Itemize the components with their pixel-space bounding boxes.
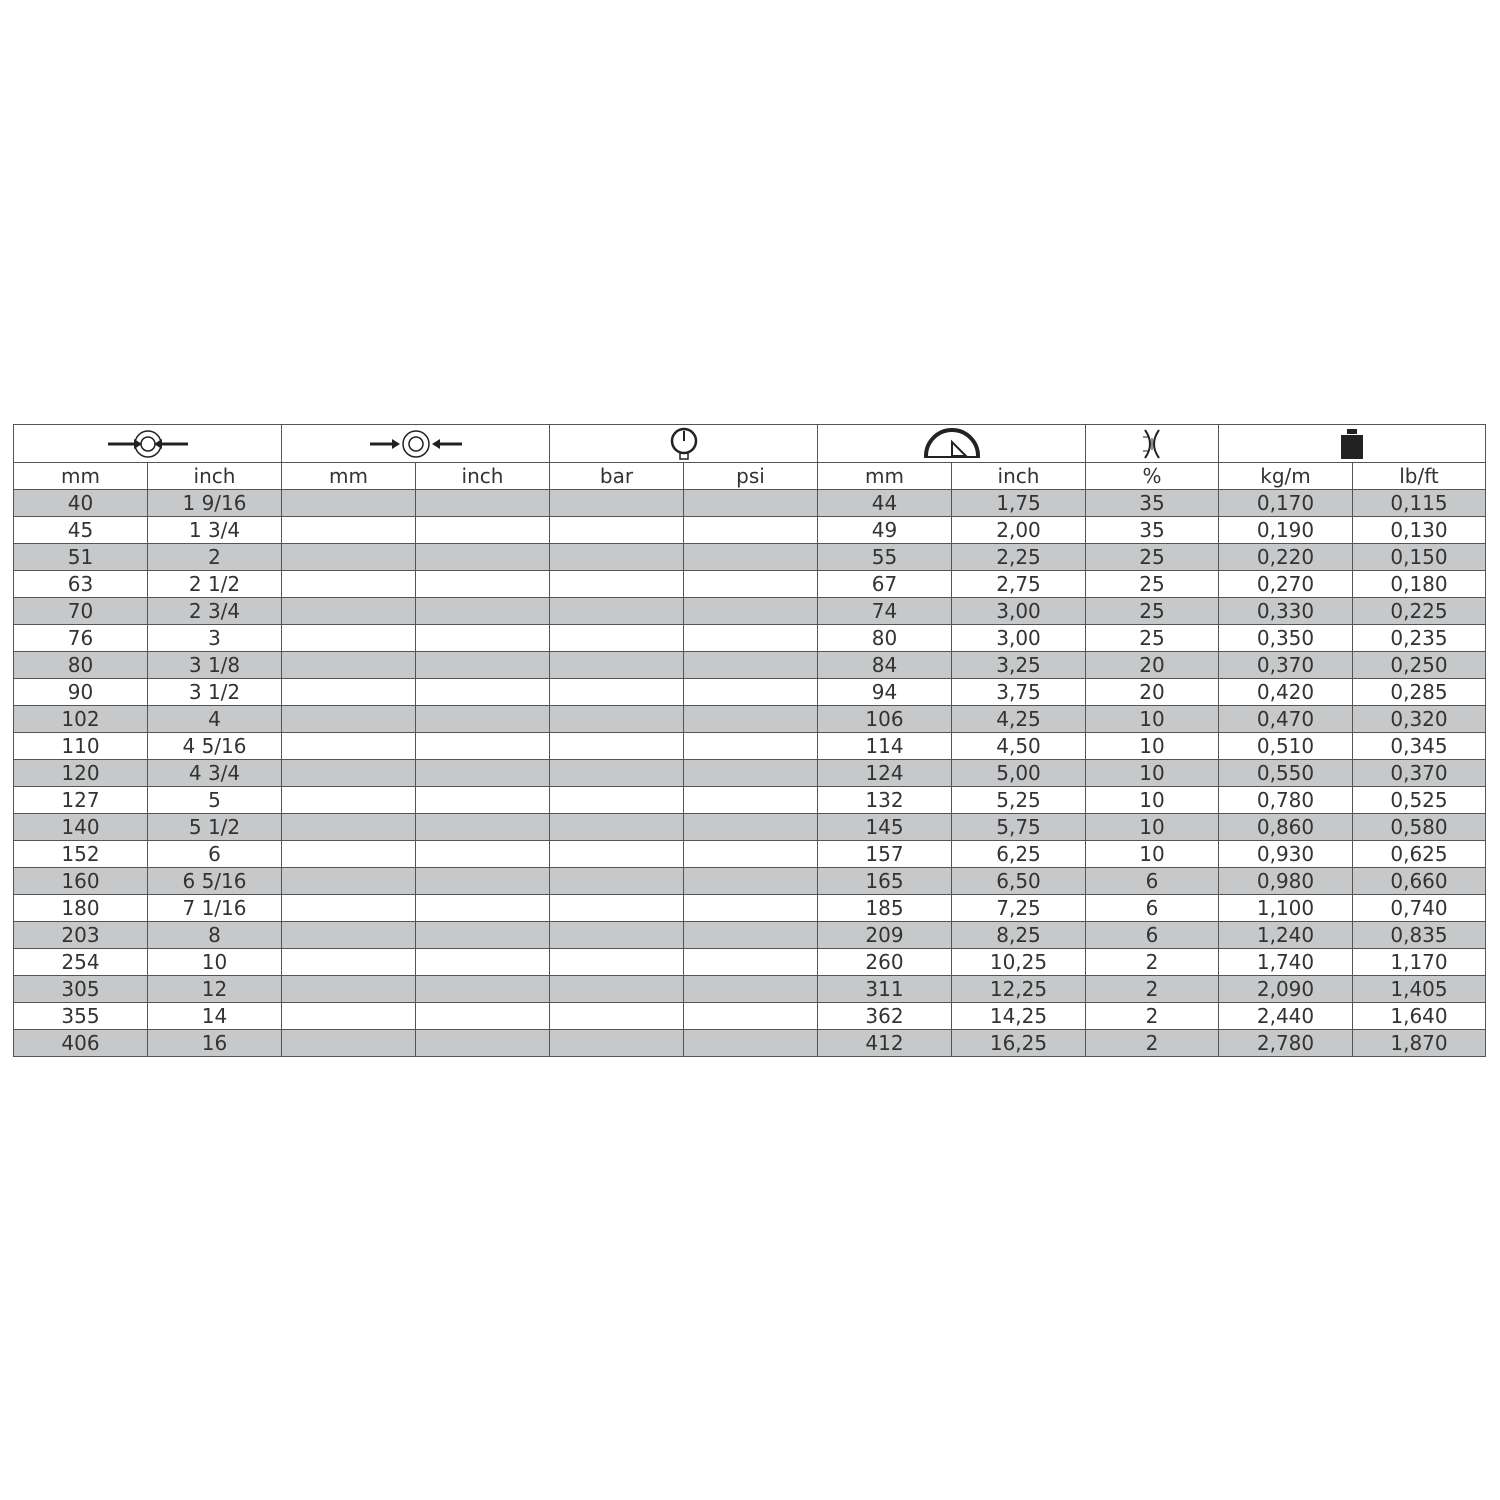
od-mm-cell	[282, 814, 416, 841]
weight-kgm-cell: 0,780	[1219, 787, 1353, 814]
id-inch-cell: 5	[148, 787, 282, 814]
id-mm-cell: 140	[14, 814, 148, 841]
id-mm-cell: 406	[14, 1030, 148, 1057]
pressure-psi-cell	[684, 544, 818, 571]
id-inch-cell: 4 3/4	[148, 760, 282, 787]
pressure-bar-cell	[550, 760, 684, 787]
bend-mm-cell: 165	[818, 868, 952, 895]
table-row	[14, 652, 1486, 679]
od-inch-cell	[416, 679, 550, 706]
od-inch-cell	[416, 706, 550, 733]
od-inch-cell	[416, 598, 550, 625]
od-mm-cell	[282, 571, 416, 598]
bend-inch-cell: 1,75	[952, 490, 1086, 517]
pressure-bar-cell	[550, 1003, 684, 1030]
bend-mm-cell: 80	[818, 625, 952, 652]
bend-mm-cell: 145	[818, 814, 952, 841]
pressure-gauge-icon	[668, 427, 700, 461]
weight-kgm-cell: 0,270	[1219, 571, 1353, 598]
weight-kgm-cell: 0,980	[1219, 868, 1353, 895]
bend-mm-cell: 362	[818, 1003, 952, 1030]
weight-kgm-cell: 0,170	[1219, 490, 1353, 517]
weight-kgm-cell: 2,440	[1219, 1003, 1353, 1030]
weight-lbft-cell: 0,320	[1353, 706, 1486, 733]
id-mm-cell: 203	[14, 922, 148, 949]
od-mm-cell	[282, 841, 416, 868]
od-mm-cell	[282, 868, 416, 895]
table-row	[14, 517, 1486, 544]
unit-header: bar	[550, 463, 684, 490]
pressure-bar-cell	[550, 598, 684, 625]
od-inch-cell	[416, 544, 550, 571]
od-mm-cell	[282, 490, 416, 517]
od-inch-cell	[416, 1030, 550, 1057]
table-row	[14, 598, 1486, 625]
od-mm-cell	[282, 679, 416, 706]
pressure-bar-cell	[550, 841, 684, 868]
hose-outer-diameter-icon	[368, 429, 464, 459]
id-mm-cell: 80	[14, 652, 148, 679]
od-inch-cell	[416, 517, 550, 544]
bend-inch-cell: 8,25	[952, 922, 1086, 949]
table-row	[14, 544, 1486, 571]
weight-icon	[1339, 428, 1365, 460]
weight-lbft-cell: 0,250	[1353, 652, 1486, 679]
vacuum-cell: 10	[1086, 841, 1219, 868]
weight-kgm-cell: 0,420	[1219, 679, 1353, 706]
bend-mm-cell: 94	[818, 679, 952, 706]
weight-kgm-cell: 2,780	[1219, 1030, 1353, 1057]
table-row	[14, 895, 1486, 922]
bend-mm-cell: 124	[818, 760, 952, 787]
weight-lbft-cell: 0,525	[1353, 787, 1486, 814]
pressure-bar-cell	[550, 733, 684, 760]
id-inch-cell: 6	[148, 841, 282, 868]
od-mm-cell	[282, 760, 416, 787]
vacuum-cell: 6	[1086, 868, 1219, 895]
vacuum-cell: 25	[1086, 544, 1219, 571]
bend-inch-cell: 5,75	[952, 814, 1086, 841]
pressure-bar-cell	[550, 922, 684, 949]
pressure-bar-cell	[550, 895, 684, 922]
vacuum-cell: 2	[1086, 976, 1219, 1003]
od-inch-cell	[416, 841, 550, 868]
od-mm-cell	[282, 895, 416, 922]
vacuum-icon	[1140, 428, 1164, 460]
bend-mm-cell: 49	[818, 517, 952, 544]
id-inch-cell: 2 3/4	[148, 598, 282, 625]
bend-mm-cell: 67	[818, 571, 952, 598]
bend-mm-cell: 311	[818, 976, 952, 1003]
table-row	[14, 1003, 1486, 1030]
bend-inch-cell: 3,25	[952, 652, 1086, 679]
bend-mm-cell: 260	[818, 949, 952, 976]
weight-lbft-cell: 0,130	[1353, 517, 1486, 544]
unit-header: mm	[14, 463, 148, 490]
unit-header: inch	[148, 463, 282, 490]
table-row	[14, 625, 1486, 652]
bend-inch-cell: 2,75	[952, 571, 1086, 598]
weight-lbft-cell: 0,180	[1353, 571, 1486, 598]
id-mm-cell: 305	[14, 976, 148, 1003]
outer-diameter-header	[282, 425, 550, 463]
vacuum-cell: 35	[1086, 490, 1219, 517]
id-mm-cell: 160	[14, 868, 148, 895]
table-row	[14, 706, 1486, 733]
pressure-psi-cell	[684, 679, 818, 706]
weight-lbft-cell: 0,660	[1353, 868, 1486, 895]
id-mm-cell: 51	[14, 544, 148, 571]
pressure-psi-cell	[684, 814, 818, 841]
id-mm-cell: 127	[14, 787, 148, 814]
pressure-bar-cell	[550, 544, 684, 571]
table-row	[14, 571, 1486, 598]
vacuum-cell: 10	[1086, 706, 1219, 733]
unit-header: inch	[416, 463, 550, 490]
bend-mm-cell: 157	[818, 841, 952, 868]
weight-kgm-cell: 1,240	[1219, 922, 1353, 949]
pressure-psi-cell	[684, 598, 818, 625]
id-mm-cell: 45	[14, 517, 148, 544]
id-inch-cell: 16	[148, 1030, 282, 1057]
bend-inch-cell: 16,25	[952, 1030, 1086, 1057]
pressure-bar-cell	[550, 706, 684, 733]
id-mm-cell: 254	[14, 949, 148, 976]
pressure-psi-cell	[684, 922, 818, 949]
table-row	[14, 922, 1486, 949]
pressure-bar-cell	[550, 571, 684, 598]
od-inch-cell	[416, 922, 550, 949]
pressure-psi-cell	[684, 760, 818, 787]
weight-lbft-cell: 1,405	[1353, 976, 1486, 1003]
pressure-bar-cell	[550, 625, 684, 652]
spec-table	[13, 424, 1486, 1057]
vacuum-cell: 2	[1086, 1030, 1219, 1057]
od-inch-cell	[416, 625, 550, 652]
table-row	[14, 1030, 1486, 1057]
weight-lbft-cell: 0,225	[1353, 598, 1486, 625]
weight-kgm-cell: 0,470	[1219, 706, 1353, 733]
od-mm-cell	[282, 517, 416, 544]
bend-inch-cell: 3,00	[952, 625, 1086, 652]
id-inch-cell: 12	[148, 976, 282, 1003]
vacuum-cell: 6	[1086, 895, 1219, 922]
unit-header: mm	[818, 463, 952, 490]
id-inch-cell: 6 5/16	[148, 868, 282, 895]
id-mm-cell: 76	[14, 625, 148, 652]
od-inch-cell	[416, 571, 550, 598]
pressure-psi-cell	[684, 571, 818, 598]
id-inch-cell: 1 9/16	[148, 490, 282, 517]
bend-inch-cell: 3,00	[952, 598, 1086, 625]
bend-inch-cell: 4,50	[952, 733, 1086, 760]
bend-mm-cell: 74	[818, 598, 952, 625]
weight-lbft-cell: 0,370	[1353, 760, 1486, 787]
weight-kgm-cell: 0,930	[1219, 841, 1353, 868]
bend-inch-cell: 7,25	[952, 895, 1086, 922]
weight-kgm-cell: 0,220	[1219, 544, 1353, 571]
pressure-bar-cell	[550, 652, 684, 679]
bend-mm-cell: 106	[818, 706, 952, 733]
od-mm-cell	[282, 625, 416, 652]
id-inch-cell: 1 3/4	[148, 517, 282, 544]
id-mm-cell: 355	[14, 1003, 148, 1030]
icon-header-row	[14, 425, 1486, 463]
pressure-bar-cell	[550, 517, 684, 544]
table-row	[14, 760, 1486, 787]
id-inch-cell: 3 1/8	[148, 652, 282, 679]
weight-lbft-cell: 0,625	[1353, 841, 1486, 868]
od-mm-cell	[282, 733, 416, 760]
bend-mm-cell: 114	[818, 733, 952, 760]
bend-radius-icon	[922, 428, 982, 460]
pressure-bar-cell	[550, 976, 684, 1003]
weight-lbft-cell: 0,345	[1353, 733, 1486, 760]
weight-kgm-cell: 0,510	[1219, 733, 1353, 760]
id-inch-cell: 7 1/16	[148, 895, 282, 922]
pressure-psi-cell	[684, 841, 818, 868]
bend-mm-cell: 55	[818, 544, 952, 571]
pressure-psi-cell	[684, 625, 818, 652]
od-inch-cell	[416, 949, 550, 976]
vacuum-cell: 10	[1086, 733, 1219, 760]
id-inch-cell: 2 1/2	[148, 571, 282, 598]
id-mm-cell: 102	[14, 706, 148, 733]
bend-inch-cell: 12,25	[952, 976, 1086, 1003]
vacuum-cell: 25	[1086, 598, 1219, 625]
id-mm-cell: 63	[14, 571, 148, 598]
pressure-psi-cell	[684, 976, 818, 1003]
od-inch-cell	[416, 895, 550, 922]
od-mm-cell	[282, 976, 416, 1003]
vacuum-cell: 25	[1086, 625, 1219, 652]
od-inch-cell	[416, 868, 550, 895]
id-mm-cell: 90	[14, 679, 148, 706]
bend-inch-cell: 2,00	[952, 517, 1086, 544]
id-inch-cell: 4	[148, 706, 282, 733]
weight-lbft-cell: 1,170	[1353, 949, 1486, 976]
weight-kgm-cell: 0,190	[1219, 517, 1353, 544]
vacuum-cell: 10	[1086, 814, 1219, 841]
od-mm-cell	[282, 787, 416, 814]
od-mm-cell	[282, 652, 416, 679]
pressure-psi-cell	[684, 1003, 818, 1030]
vacuum-cell: 10	[1086, 787, 1219, 814]
vacuum-cell: 2	[1086, 949, 1219, 976]
bend-inch-cell: 6,50	[952, 868, 1086, 895]
vacuum-cell: 20	[1086, 652, 1219, 679]
vacuum-cell: 20	[1086, 679, 1219, 706]
id-mm-cell: 120	[14, 760, 148, 787]
table-row	[14, 679, 1486, 706]
weight-lbft-cell: 0,835	[1353, 922, 1486, 949]
inner-diameter-header	[14, 425, 282, 463]
pressure-bar-cell	[550, 490, 684, 517]
bend-inch-cell: 2,25	[952, 544, 1086, 571]
pressure-psi-cell	[684, 517, 818, 544]
bend-radius-header	[818, 425, 1086, 463]
od-inch-cell	[416, 976, 550, 1003]
id-inch-cell: 4 5/16	[148, 733, 282, 760]
id-inch-cell: 14	[148, 1003, 282, 1030]
pressure-psi-cell	[684, 787, 818, 814]
bend-inch-cell: 6,25	[952, 841, 1086, 868]
vacuum-cell: 25	[1086, 571, 1219, 598]
table-row	[14, 490, 1486, 517]
weight-lbft-cell: 1,870	[1353, 1030, 1486, 1057]
table-row	[14, 868, 1486, 895]
weight-lbft-cell: 1,640	[1353, 1003, 1486, 1030]
od-inch-cell	[416, 760, 550, 787]
unit-header: lb/ft	[1353, 463, 1486, 490]
bend-mm-cell: 412	[818, 1030, 952, 1057]
bend-inch-cell: 5,25	[952, 787, 1086, 814]
vacuum-header	[1086, 425, 1219, 463]
table-row	[14, 841, 1486, 868]
od-inch-cell	[416, 652, 550, 679]
pressure-psi-cell	[684, 949, 818, 976]
vacuum-cell: 6	[1086, 922, 1219, 949]
id-inch-cell: 5 1/2	[148, 814, 282, 841]
pressure-psi-cell	[684, 490, 818, 517]
bend-mm-cell: 84	[818, 652, 952, 679]
bend-mm-cell: 44	[818, 490, 952, 517]
pressure-psi-cell	[684, 733, 818, 760]
weight-lbft-cell: 0,580	[1353, 814, 1486, 841]
weight-kgm-cell: 0,860	[1219, 814, 1353, 841]
table-row	[14, 976, 1486, 1003]
bend-mm-cell: 132	[818, 787, 952, 814]
table-row	[14, 814, 1486, 841]
id-mm-cell: 110	[14, 733, 148, 760]
id-inch-cell: 8	[148, 922, 282, 949]
id-inch-cell: 2	[148, 544, 282, 571]
pressure-psi-cell	[684, 706, 818, 733]
od-inch-cell	[416, 787, 550, 814]
bend-mm-cell: 185	[818, 895, 952, 922]
id-mm-cell: 40	[14, 490, 148, 517]
od-inch-cell	[416, 1003, 550, 1030]
table-row	[14, 949, 1486, 976]
od-inch-cell	[416, 814, 550, 841]
weight-header	[1219, 425, 1486, 463]
id-mm-cell: 180	[14, 895, 148, 922]
pressure-bar-cell	[550, 868, 684, 895]
unit-header: kg/m	[1219, 463, 1353, 490]
hose-inner-diameter-icon	[106, 429, 190, 459]
table-row	[14, 733, 1486, 760]
weight-kgm-cell: 0,550	[1219, 760, 1353, 787]
unit-header-row	[14, 463, 1486, 490]
weight-lbft-cell: 0,235	[1353, 625, 1486, 652]
pressure-psi-cell	[684, 1030, 818, 1057]
pressure-bar-cell	[550, 787, 684, 814]
vacuum-cell: 2	[1086, 1003, 1219, 1030]
pressure-psi-cell	[684, 868, 818, 895]
vacuum-cell: 10	[1086, 760, 1219, 787]
pressure-bar-cell	[550, 814, 684, 841]
od-inch-cell	[416, 733, 550, 760]
unit-header: mm	[282, 463, 416, 490]
bend-inch-cell: 5,00	[952, 760, 1086, 787]
pressure-header	[550, 425, 818, 463]
pressure-psi-cell	[684, 652, 818, 679]
vacuum-cell: 35	[1086, 517, 1219, 544]
weight-lbft-cell: 0,115	[1353, 490, 1486, 517]
pressure-psi-cell	[684, 895, 818, 922]
od-mm-cell	[282, 949, 416, 976]
bend-inch-cell: 14,25	[952, 1003, 1086, 1030]
id-mm-cell: 152	[14, 841, 148, 868]
unit-header: %	[1086, 463, 1219, 490]
weight-kgm-cell: 0,350	[1219, 625, 1353, 652]
bend-inch-cell: 4,25	[952, 706, 1086, 733]
weight-kgm-cell: 2,090	[1219, 976, 1353, 1003]
od-mm-cell	[282, 922, 416, 949]
od-mm-cell	[282, 706, 416, 733]
unit-header: psi	[684, 463, 818, 490]
id-inch-cell: 10	[148, 949, 282, 976]
weight-lbft-cell: 0,150	[1353, 544, 1486, 571]
id-inch-cell: 3 1/2	[148, 679, 282, 706]
pressure-bar-cell	[550, 1030, 684, 1057]
bend-mm-cell: 209	[818, 922, 952, 949]
unit-header: inch	[952, 463, 1086, 490]
od-mm-cell	[282, 598, 416, 625]
od-mm-cell	[282, 1030, 416, 1057]
od-inch-cell	[416, 490, 550, 517]
table-body	[14, 490, 1486, 1057]
pressure-bar-cell	[550, 679, 684, 706]
od-mm-cell	[282, 544, 416, 571]
od-mm-cell	[282, 1003, 416, 1030]
weight-kgm-cell: 0,330	[1219, 598, 1353, 625]
id-inch-cell: 3	[148, 625, 282, 652]
weight-kgm-cell: 0,370	[1219, 652, 1353, 679]
weight-kgm-cell: 1,100	[1219, 895, 1353, 922]
weight-lbft-cell: 0,740	[1353, 895, 1486, 922]
pressure-bar-cell	[550, 949, 684, 976]
weight-kgm-cell: 1,740	[1219, 949, 1353, 976]
id-mm-cell: 70	[14, 598, 148, 625]
bend-inch-cell: 3,75	[952, 679, 1086, 706]
table-row	[14, 787, 1486, 814]
bend-inch-cell: 10,25	[952, 949, 1086, 976]
weight-lbft-cell: 0,285	[1353, 679, 1486, 706]
